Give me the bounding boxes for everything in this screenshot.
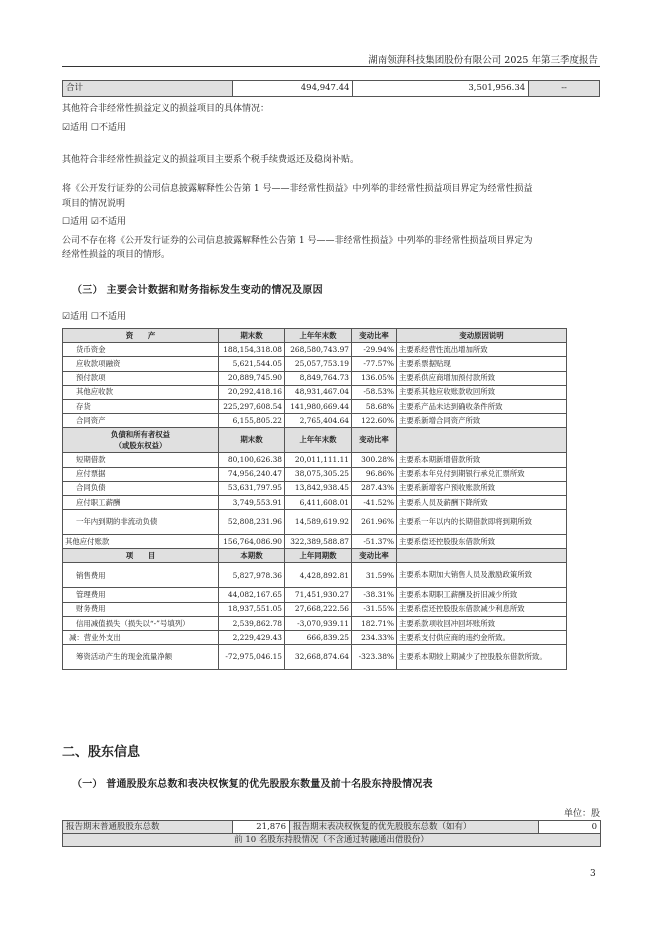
row-previous: 141,980,669.44	[285, 399, 352, 413]
top10-header: 前 10 名股东持股情况（不含通过转融通出借股份）	[63, 834, 601, 847]
other-items-detail: 其他符合非经常性损益定义的损益项目主要系个税手续费返还及稳岗补贴。	[62, 155, 360, 165]
row-reason: 主要系新增客户预收账款所致	[397, 481, 567, 495]
table-row	[63, 357, 567, 371]
row-previous: 4,428,892.81	[285, 563, 352, 588]
row-previous: 48,931,467.04	[285, 385, 352, 399]
table-header-row	[63, 329, 567, 343]
row-current: 156,764,086.90	[219, 535, 285, 549]
row-current: 225,297,608.54	[219, 399, 285, 413]
row-label: 存货	[63, 399, 219, 413]
row-label: 一年内到期的非流动负债	[63, 510, 219, 535]
summary-note: --	[529, 81, 600, 97]
reclass-answer-line1: 公司不存在将《公开发行证券的公司信息披露解释性公告第 1 号——非经常性损益》中列举的非经常性损益项目界定为	[62, 236, 533, 246]
row-reason: 主要系支付供应商的违约金所致。	[397, 631, 567, 645]
table-row	[63, 631, 567, 645]
header-cell: 期末数	[219, 329, 285, 343]
header-cell	[397, 549, 567, 563]
summary-label: 合计	[63, 81, 233, 97]
table-row	[63, 399, 567, 413]
row-previous: 14,589,619.92	[285, 510, 352, 535]
row-reason: 主要系偿还控股股东借款减少利息所致	[397, 602, 567, 616]
row-current: 6,155,805.22	[219, 414, 285, 428]
reclass-question-line1: 将《公开发行证券的公司信息披露解释性公告第 1 号——非经常性损益》中列举的非经常性损益项目界定为经常性损益	[62, 184, 533, 194]
header-cell: 变动比率	[352, 428, 397, 453]
row-current: 18,937,551.05	[219, 602, 285, 616]
table-row	[63, 467, 567, 481]
header-cell: 项 目	[63, 549, 219, 563]
row-reason: 主要系其他应收账款收回所致	[397, 385, 567, 399]
row-previous: 6,411,608.01	[285, 495, 352, 509]
table-row	[63, 602, 567, 616]
row-label: 合同资产	[63, 414, 219, 428]
header-cell: 变动原因说明	[397, 329, 567, 343]
row-change: -51.37%	[352, 535, 397, 549]
row-reason: 主要系本期加大销售人员及激励政策所致	[397, 563, 567, 588]
row-label: 合同负债	[63, 481, 219, 495]
row-reason: 主要系新增合同资产所致	[397, 414, 567, 428]
row-reason: 主要系本期较上期减少了控股股东借款所致。	[397, 645, 567, 670]
row-current: -72,975,046.15	[219, 645, 285, 670]
row-previous: 268,580,743.97	[285, 343, 352, 357]
row-label: 销售费用	[63, 563, 219, 588]
row-change: 287.43%	[352, 481, 397, 495]
row-current: 188,154,318.08	[219, 343, 285, 357]
summary-row	[63, 81, 600, 97]
row-current: 53,631,797.95	[219, 481, 285, 495]
shareholder-table	[62, 820, 601, 847]
row-previous: 2,765,404.64	[285, 414, 352, 428]
table-row	[63, 616, 567, 630]
summary-ytd: 3,501,956.34	[353, 81, 529, 97]
preferred-holders-label: 报告期末表决权恢复的优先股股东总数（如有）	[290, 821, 539, 834]
applicable-checkbox-2: ☐适用 ☑不适用	[62, 217, 126, 227]
changes-table	[62, 328, 567, 670]
row-reason: 主要系经营性流出增加所致	[397, 343, 567, 357]
page-header: 湖南领湃科技集团股份有限公司 2025 年第三季度报告	[368, 55, 598, 66]
row-current: 5,621,544.05	[219, 357, 285, 371]
row-change: 122.60%	[352, 414, 397, 428]
row-change: -41.52%	[352, 495, 397, 509]
row-reason: 主要系票据贴现	[397, 357, 567, 371]
section-2-title: 二、股东信息	[62, 745, 141, 760]
row-change: 136.05%	[352, 371, 397, 385]
section-3-title: （三） 主要会计数据和财务指标发生变动的情况及原因	[72, 285, 323, 296]
row-label: 财务费用	[63, 602, 219, 616]
row-current: 52,808,231.96	[219, 510, 285, 535]
top10-header-row	[63, 834, 601, 847]
row-label: 管理费用	[63, 588, 219, 602]
table-row	[63, 453, 567, 467]
row-label: 其他应付账款	[63, 535, 219, 549]
header-cell: 上年年末数	[285, 329, 352, 343]
total-holders-value: 21,876	[233, 821, 290, 834]
table-row	[63, 414, 567, 428]
row-reason: 主要系本年兑付到期银行承兑汇票所致	[397, 467, 567, 481]
row-current: 2,539,862.78	[219, 616, 285, 630]
row-change: -38.31%	[352, 588, 397, 602]
row-change: 234.33%	[352, 631, 397, 645]
header-cell	[63, 428, 219, 453]
row-previous: -3,070,939.11	[285, 616, 352, 630]
header-cell: 上年同期数	[285, 549, 352, 563]
other-items-question: 其他符合非经常性损益定义的损益项目的具体情况：	[62, 104, 270, 114]
header-cell: 变动比率	[352, 329, 397, 343]
unit-label: 单位：股	[563, 809, 600, 819]
applicable-checkbox-1: ☑适用 ☐不适用	[62, 123, 126, 133]
shareholder-summary-row	[63, 821, 601, 834]
row-reason: 主要系人员及薪酬下降所致	[397, 495, 567, 509]
row-previous: 32,668,874.64	[285, 645, 352, 670]
header-cell: 资 产	[63, 329, 219, 343]
reclass-answer-line2: 经常性损益的项目的情形。	[62, 250, 171, 260]
header-divider	[62, 66, 600, 67]
preferred-holders-value: 0	[539, 821, 601, 834]
table-row	[63, 343, 567, 357]
table-row	[63, 481, 567, 495]
row-reason: 主要系一年以内的长期借款即将到期所致	[397, 510, 567, 535]
row-current: 2,229,429.43	[219, 631, 285, 645]
row-label: 应付票据	[63, 467, 219, 481]
row-current: 20,889,745.90	[219, 371, 285, 385]
row-label: 减：营业外支出	[63, 631, 219, 645]
table-row	[63, 495, 567, 509]
reclass-question-line2: 项目的情况说明	[62, 199, 126, 209]
table-header-row	[63, 428, 567, 453]
table-row	[63, 645, 567, 670]
row-reason: 主要系产品未达到确收条件所致	[397, 399, 567, 413]
row-reason: 主要系本期职工薪酬及折旧减少所致	[397, 588, 567, 602]
row-previous: 27,668,222.56	[285, 602, 352, 616]
row-current: 74,956,240.47	[219, 467, 285, 481]
row-reason: 主要系款项收回冲回坏账所致	[397, 616, 567, 630]
row-label: 预付款项	[63, 371, 219, 385]
row-current: 3,749,553.91	[219, 495, 285, 509]
row-label: 筹资活动产生的现金流量净额	[63, 645, 219, 670]
row-change: -58.53%	[352, 385, 397, 399]
row-previous: 8,849,764.73	[285, 371, 352, 385]
row-previous: 71,451,930.27	[285, 588, 352, 602]
row-change: -323.38%	[352, 645, 397, 670]
row-previous: 20,011,111.11	[285, 453, 352, 467]
row-change: 182.71%	[352, 616, 397, 630]
row-label: 应付职工薪酬	[63, 495, 219, 509]
row-change: 300.28%	[352, 453, 397, 467]
summary-current: 494,947.44	[232, 81, 353, 97]
header-cell: 期末数	[219, 428, 285, 453]
row-label: 货币资金	[63, 343, 219, 357]
header-cell: 上年年末数	[285, 428, 352, 453]
row-change: -29.94%	[352, 343, 397, 357]
table-row	[63, 371, 567, 385]
applicable-checkbox-3: ☑适用 ☐不适用	[62, 312, 126, 322]
header-line-1: 负债和所有者权益	[110, 430, 171, 440]
table-row	[63, 510, 567, 535]
row-change: 261.96%	[352, 510, 397, 535]
row-change: 96.86%	[352, 467, 397, 481]
row-previous: 38,075,305.25	[285, 467, 352, 481]
header-cell: 变动比率	[352, 549, 397, 563]
table-header-row	[63, 549, 567, 563]
row-current: 80,100,626.38	[219, 453, 285, 467]
section-2-subtitle: （一） 普通股股东总数和表决权恢复的优先股股东数量及前十名股东持股情况表	[72, 779, 433, 790]
header-cell	[397, 428, 567, 453]
row-label: 其他应收款	[63, 385, 219, 399]
row-current: 20,292,418.16	[219, 385, 285, 399]
table-row	[63, 385, 567, 399]
row-label: 应收款项融资	[63, 357, 219, 371]
header-cell: 本期数	[219, 549, 285, 563]
row-previous: 13,842,938.45	[285, 481, 352, 495]
row-reason: 主要系偿还控股股东借款所致	[397, 535, 567, 549]
row-change: 31.59%	[352, 563, 397, 588]
header-line-2: （或股东权益）	[114, 441, 167, 451]
row-change: -77.57%	[352, 357, 397, 371]
row-previous: 322,389,588.87	[285, 535, 352, 549]
row-change: 58.68%	[352, 399, 397, 413]
row-reason: 主要系本期新增借款所致	[397, 453, 567, 467]
page-number: 3	[590, 869, 596, 879]
row-current: 5,827,978.36	[219, 563, 285, 588]
row-previous: 25,057,753.19	[285, 357, 352, 371]
row-current: 44,082,167.65	[219, 588, 285, 602]
summary-table	[62, 80, 600, 97]
table-row	[63, 563, 567, 588]
row-change: -31.55%	[352, 602, 397, 616]
row-label: 信用减值损失（损失以“-”号填列）	[63, 616, 219, 630]
table-row	[63, 535, 567, 549]
total-holders-label: 报告期末普通股股东总数	[63, 821, 233, 834]
row-previous: 666,839.25	[285, 631, 352, 645]
row-reason: 主要系供应商增加预付款所致	[397, 371, 567, 385]
row-label: 短期借款	[63, 453, 219, 467]
table-row	[63, 588, 567, 602]
